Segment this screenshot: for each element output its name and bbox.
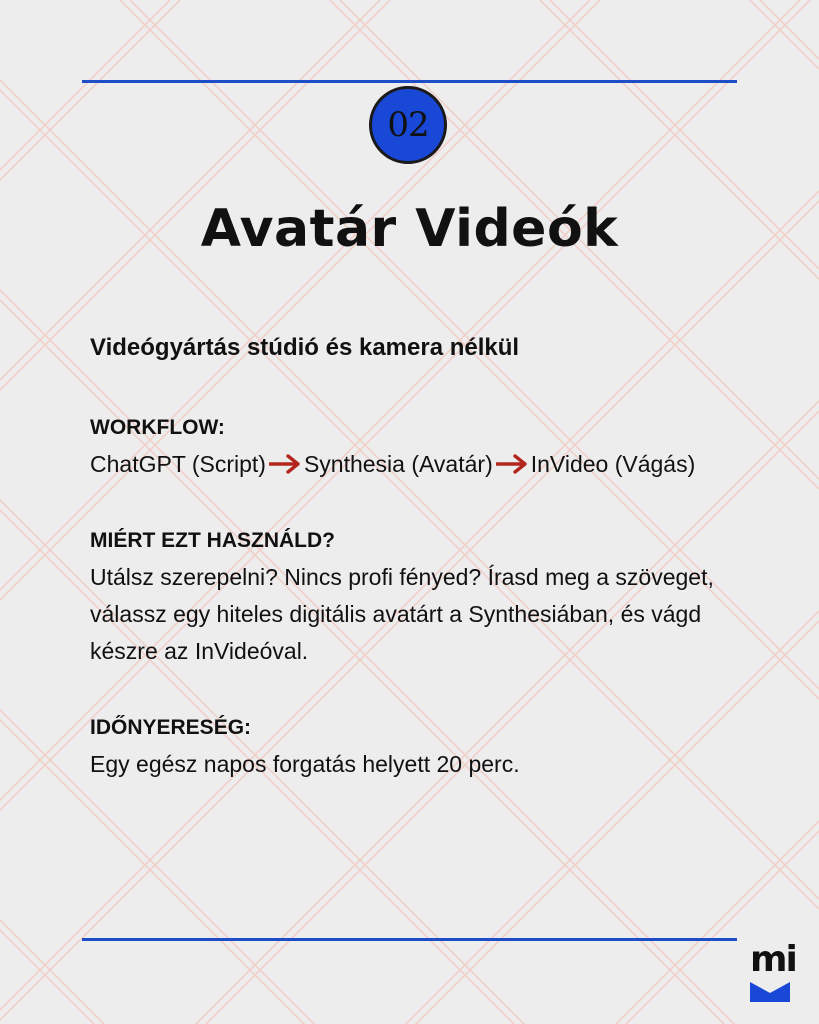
workflow-step-chatgpt: ChatGPT (Script)	[90, 451, 266, 477]
step-number: 02	[387, 105, 429, 145]
right-arrow-icon	[269, 453, 303, 475]
why-heading: MIÉRT EZT HASZNÁLD?	[90, 529, 335, 552]
why-body: Utálsz szerepelni? Nincs profi fényed? Írasd meg a szöveget, válassz egy hiteles digitális avatárt a Synthesiában, és vágd készre az InVideóval.	[90, 564, 714, 664]
time-saving-heading: IDŐNYERESÉG:	[90, 716, 252, 739]
logo-text: mi	[750, 939, 796, 980]
content-block	[90, 330, 740, 822]
right-arrow-icon	[496, 453, 530, 475]
logo-mark-icon	[750, 982, 790, 1002]
why-section	[90, 522, 740, 670]
time-saving-section	[90, 709, 740, 783]
bottom-divider	[82, 938, 737, 941]
step-number-badge	[369, 86, 447, 164]
subtitle: Videógyártás stúdió és kamera nélkül	[90, 334, 520, 361]
page-title: Avatár Videók	[200, 199, 619, 259]
workflow-heading: WORKFLOW:	[90, 416, 225, 439]
brand-logo	[750, 939, 796, 1004]
top-divider	[82, 80, 737, 83]
workflow-step-synthesia: Synthesia (Avatár)	[303, 451, 493, 477]
time-saving-body: Egy egész napos forgatás helyett 20 perc.	[90, 751, 520, 777]
workflow-steps	[90, 446, 740, 483]
workflow-step-invideo: InVideo (Vágás)	[530, 451, 696, 477]
workflow-section	[90, 409, 740, 483]
